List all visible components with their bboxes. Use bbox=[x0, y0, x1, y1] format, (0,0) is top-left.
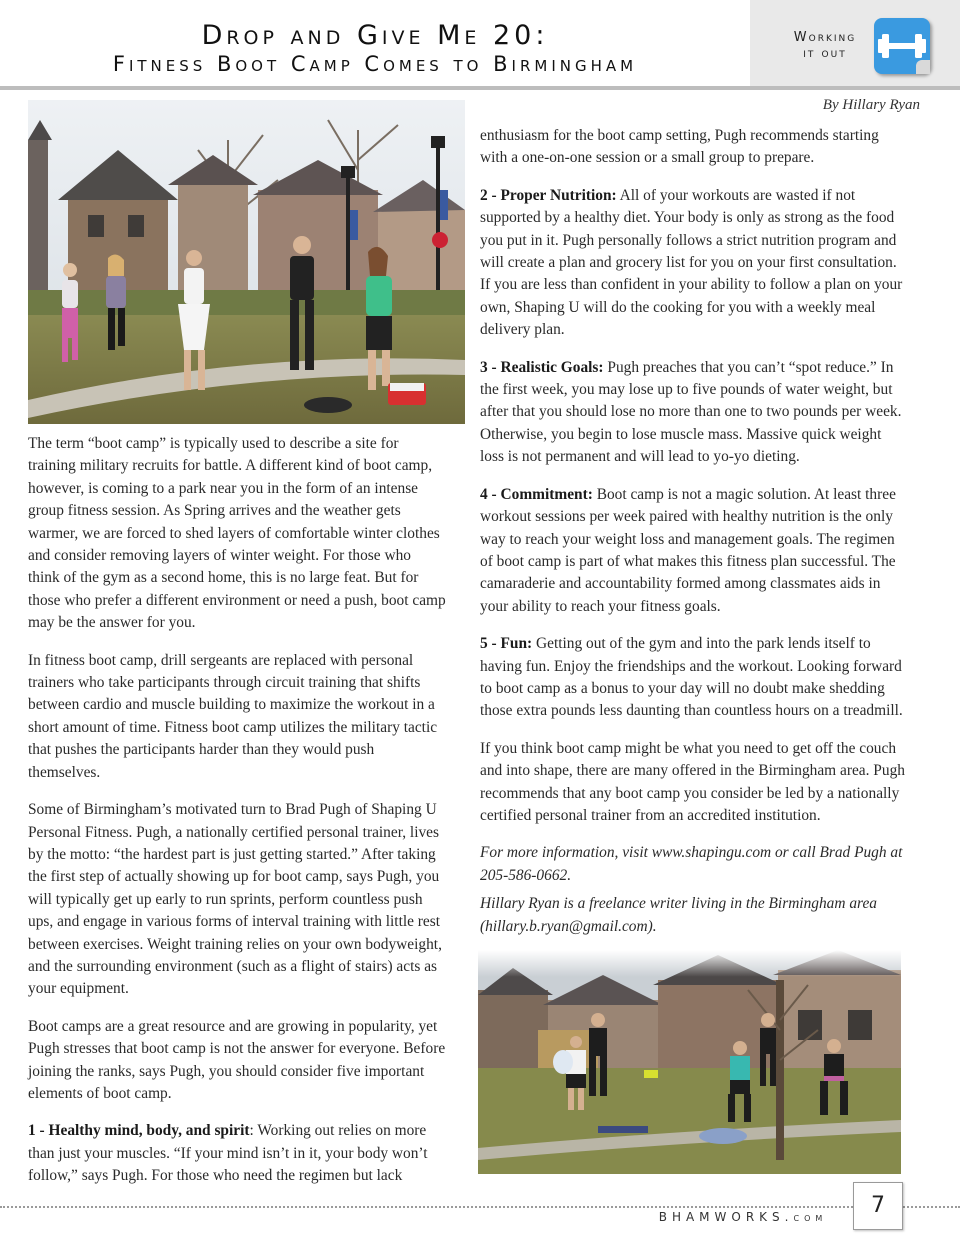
title-line-2: Fitness Boot Camp Comes to Birmingham bbox=[112, 52, 638, 76]
text-goals: Pugh preaches that you can’t “spot reduce.” In the first week, you may lose up to five pounds of water weight, but after that you should lose no more than one to two pounds per week. Otherwise, you begin to lose muscle mass. Massive quick weight loss is not permanent and will lead to yo-yo dieting. bbox=[480, 358, 902, 466]
footer-divider bbox=[0, 1206, 960, 1208]
paragraph-healthy-mind bbox=[28, 1120, 446, 1187]
author-bio: Hillary Ryan is a freelance writer living in the Birmingham area (hillary.b.ryan@gmail.com). bbox=[480, 895, 877, 935]
text-nutrition: All of your workouts are wasted if not supported by a healthy diet. Your body is only as strong as the food you put in it. Pugh personally follows a strict nutrition program and will create a plan and grocery list for you on your first consultation. If you are less than confident in your ability to follow a plan on your own, Shaping U will do the cooking for you with a weekly meal delivery plan. bbox=[480, 186, 903, 339]
heading-fun: 5 - Fun: bbox=[480, 635, 533, 653]
article-right-column bbox=[480, 125, 905, 944]
byline: By Hillary Ryan bbox=[822, 97, 920, 113]
heading-nutrition: 2 - Proper Nutrition: bbox=[480, 186, 617, 204]
paragraph-commitment bbox=[480, 484, 905, 618]
paragraph-five-elements: Boot camps are a great resource and are growing in popularity, yet Pugh stresses that boot camp is not the answer for everyone. Before joining the ranks, says Pugh, you should consider five important elements of boot camp. bbox=[28, 1017, 446, 1102]
page-header bbox=[0, 0, 960, 90]
section-label-line-1: Working bbox=[793, 30, 857, 45]
section-label-line-2: it out bbox=[803, 46, 847, 61]
heading-commitment: 4 - Commitment: bbox=[480, 485, 593, 503]
text-commitment: Boot camp is not a magic solution. At least three workout sessions per week paired with healthy nutrition is the only way to reach your weight loss and management goals. The regimen of boot camp is part of what makes this fitness plan successful. The camaraderie and accountability formed among classmates aids in your ability to reach your fitness goals. bbox=[480, 485, 896, 615]
article-title bbox=[0, 0, 750, 86]
paragraph-brad-pugh: Some of Birmingham’s motivated turn to Brad Pugh of Shaping U Personal Fitness. Pugh, a nationally certified personal trainer, lives by the motto: “the hardest part is just getting started.” After taking the first step of actually showing up for boot camp, says Pugh, you will typically get up early to run sprints, perform countless push ups, and engage in various forms of interval training with little rest between exercises. Weight training relies on your own bodyweight, and the surrounding environment (such as a flight of stairs) acts as your equipment. bbox=[28, 801, 442, 998]
dumbbell-icon bbox=[874, 18, 930, 74]
paragraph-fun bbox=[480, 633, 905, 723]
title-line-1: Drop and Give Me 20: bbox=[201, 20, 549, 51]
section-label bbox=[762, 30, 888, 62]
heading-goals: 3 - Realistic Goals: bbox=[480, 358, 604, 376]
text-healthy-mind: : Working out relies on more than just your muscles. “If your mind isn’t in it, your body won’t follow,” says Pugh. For those who need the regimen but lack bbox=[28, 1122, 428, 1185]
paragraph-drill-sergeants: In fitness boot camp, drill sergeants are replaced with personal trainers who take participants through circuit training that shifts between cardio and muscle building to maximize the workout in a short amount of time. Fitness boot camp utilizes the military tactic that pushes the participants harder than they would push themselves. bbox=[28, 651, 438, 781]
contact-info: For more information, visit www.shapingu.com or call Brad Pugh at 205-586-0662. bbox=[480, 844, 903, 884]
heading-healthy-mind: 1 - Healthy mind, body, and spirit bbox=[28, 1122, 250, 1140]
footer-site-name: BHAMWORKS.com bbox=[658, 1210, 828, 1224]
paragraph-conclusion: If you think boot camp might be what you need to get off the couch and into shape, there are many offered in the Birmingham area. Pugh recommends that any boot camp you consider be led by a nationally certified personal trainer from an accredited institution. bbox=[480, 739, 905, 824]
page-number: 7 bbox=[853, 1182, 903, 1230]
paragraph-goals bbox=[480, 357, 905, 469]
header-divider bbox=[0, 86, 960, 90]
text-fun: Getting out of the gym and into the park lends itself to having fun. Enjoy the friendships and the workout. Looking forward to boot camp as a bonus to your day will no doubt make shedding those extra pounds less daunting than countless hours on a treadmill. bbox=[480, 635, 903, 720]
section-tab bbox=[750, 0, 960, 86]
paragraph-nutrition bbox=[480, 185, 905, 342]
bootcamp-group-photo bbox=[478, 950, 901, 1174]
article-left-column bbox=[28, 433, 446, 1203]
paragraph-continued: enthusiasm for the boot camp setting, Pugh recommends starting with a one-on-one session or a small group to prepare. bbox=[480, 127, 879, 167]
paragraph-intro: The term “boot camp” is typically used to describe a site for training military recruits for battle. A different kind of boot camp, however, is coming to a park near you in the form of an intense group fitness session. As Spring arrives and the weather gets warmer, we are forced to shed layers of comfortable winter clothes and consider removing layers of winter weight. For those who think of the gym as a second home, this is no large feat. But for those who prefer a different environment or need a push, boot camp may be the answer for you. bbox=[28, 435, 446, 632]
bootcamp-jogging-photo bbox=[28, 100, 465, 424]
